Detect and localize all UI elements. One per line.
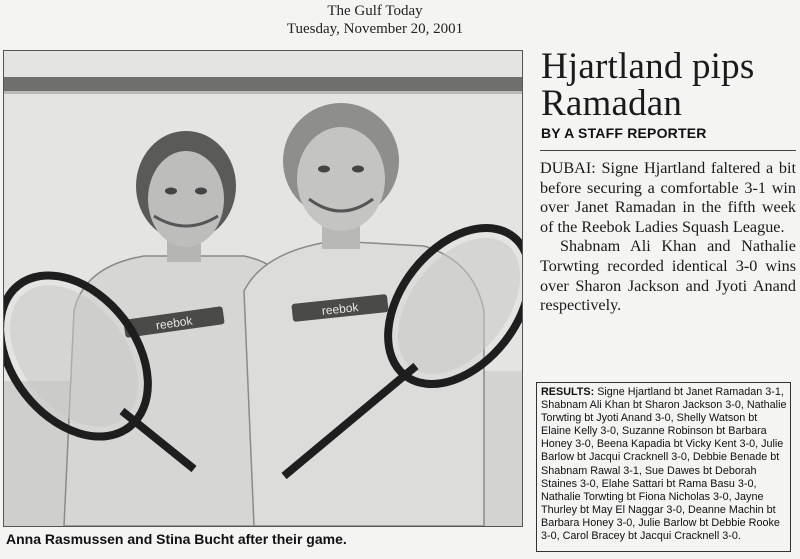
- publication-date: Tuesday, November 20, 2001: [286, 21, 464, 37]
- publication-name: The Gulf Today: [327, 3, 423, 19]
- results-label: RESULTS:: [541, 386, 595, 398]
- headline: Hjartland pips Ramadan: [541, 46, 755, 124]
- results-text: Signe Hjartland bt Janet Ramadan 3-1, Shabnam Ali Khan bt Sharon Jackson 3-0, Nathalie Torwting bt Jyoti Anand 3-0, Shelly Watson bt Elaine Kelly 3-0, Suzanne Robinson bt Barbara Honey 3-0, Beena Kapadia bt Vicky Kent 3-0, Julie Barlow bt Jacqui Cracknell 3-0, Debbie Benade bt Shabnam Rawal 3-1, Sue Dawes bt Deborah Staines 3-0, Elahe Sattari bt Rama Basu 3-0, Nathalie Torwting bt Fiona Nicholas 3-0, Jayne Thurley bt May El Naggar 3-0, Deanne Machin bt Barbara Honey 3-0, Julie Barlow bt Debbie Rooke 3-0, Carol Bracey bt Jacqui Cracknell 3-0.: [541, 386, 787, 543]
- article-paragraph: Shabnam Ali Khan and Nathalie Torwting recorded identical 3-0 wins over Sharon Jackson and Jyoti Anand respectively.: [540, 237, 796, 315]
- shirt-logo-right: reebok: [321, 300, 360, 318]
- results-box: [536, 382, 791, 552]
- headline-divider: [540, 150, 796, 151]
- article-paragraph: DUBAI: Signe Hjartland faltered a bit before securing a comfortable 3-1 win over Janet Ramadan in the fifth week of the Reebok Ladies Squash League.: [540, 159, 796, 236]
- article-body: [540, 159, 796, 316]
- photo-caption: Anna Rasmussen and Stina Bucht after their game.: [6, 531, 347, 547]
- byline: BY A STAFF REPORTER: [541, 125, 707, 141]
- shirt-logo-left: reebok: [154, 313, 194, 333]
- news-photo: [3, 50, 523, 527]
- masthead: [255, 3, 495, 38]
